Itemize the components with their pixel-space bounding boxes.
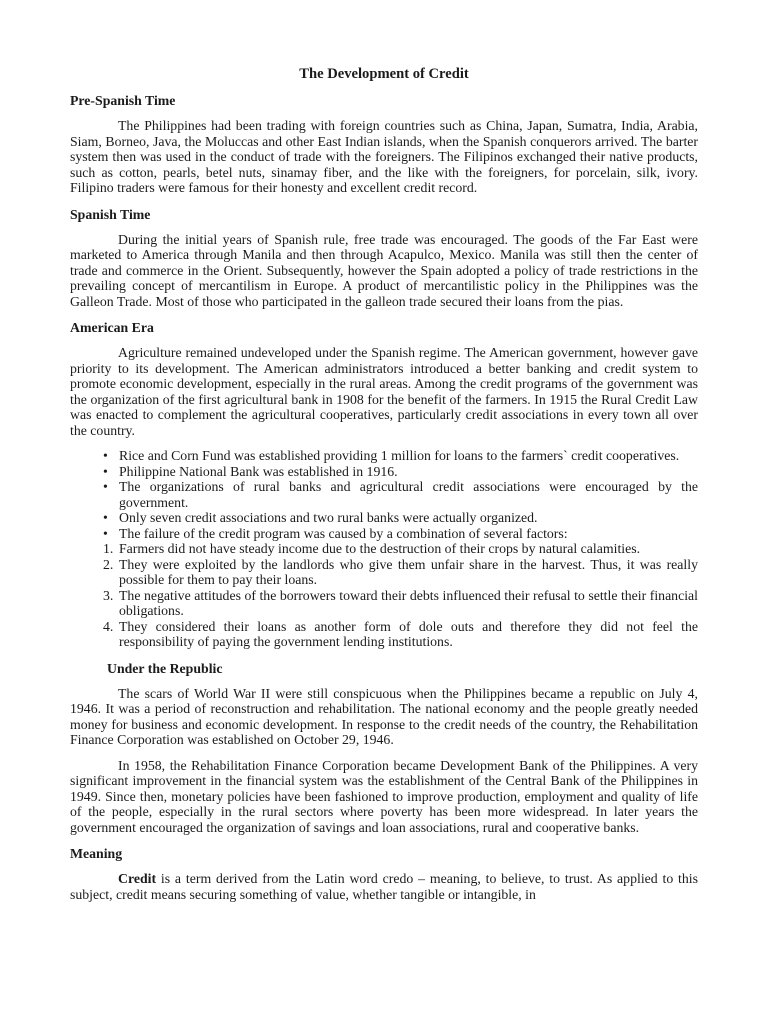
paragraph-pre-spanish: The Philippines had been trading with foreign countries such as China, Japan, Sumatra, India, Arabia, Siam, Borneo, Java, the Moluccas and other East Indian islands, when the Spanish conquerors arrived. The barter system then was used in the conduct of trade with the foreigners. The Filipinos exchanged their native products, such as cotton, pearls, betel nuts, sinamay fiber, and the like with the foreigners, for porcelain, silk, ivory. Filipino traders were famous for their honesty and excellent credit record. — [70, 118, 698, 195]
numbered-item — [103, 588, 698, 619]
heading-under-the-republic: Under the Republic — [107, 660, 223, 676]
bullet-item — [103, 526, 698, 542]
bullet-item — [103, 510, 698, 526]
bullet-marker: • — [103, 448, 108, 463]
bullet-marker: • — [103, 510, 108, 525]
heading-pre-spanish-time: Pre-Spanish Time — [70, 93, 176, 108]
paragraph-republic-2: In 1958, the Rehabilitation Finance Corporation became Development Bank of the Philippines. A very significant improvement in the financial system was the establishment of the Central Bank of the Philippines in 1949. Since then, monetary policies have been fashioned to improve production, employment and quality of life of the people, especially in the rural sectors where poverty has been more widespread. In later years the government encouraged the organization of savings and loan associations, rural and cooperative banks. — [70, 757, 698, 835]
bullet-marker: • — [103, 479, 108, 494]
paragraph-meaning — [70, 871, 698, 902]
bullet-marker: • — [103, 525, 108, 541]
paragraph-spanish: During the initial years of Spanish rule, free trade was encouraged. The goods of the Far East were marketed to America through Manila and then through Acapulco, Mexico. Manila was still then the center of trade and commerce in the Orient. Subsequently, however the Spain adopted a policy of trade restrictions in the prevailing concept of mercantilism in Europe. A product of mercantilistic policy in the Philippines was the Galleon Trade. Most of those who participated in the galleon trade secured their loans from the pias. — [70, 231, 698, 309]
bullet-item — [103, 448, 698, 464]
numbered-item — [103, 557, 698, 588]
heading-meaning: Meaning — [70, 846, 123, 861]
bullet-text: Philippine National Bank was established in 1916. — [119, 463, 398, 479]
numbered-text: Farmers did not have steady income due to the destruction of their crops by natural calamities. — [119, 541, 641, 556]
numbered-text: They were exploited by the landlords who give them unfair share in the harvest. Thus, it was really possible for them to pay their loans. — [119, 556, 698, 587]
numbered-item — [103, 541, 698, 557]
number-marker: 1. — [103, 541, 114, 556]
paragraph-meaning-rest: is a term derived from the Latin word credo – meaning, to believe, to trust. As applied to this subject, credit means securing something of value, whether tangible or intangible, in — [70, 871, 698, 902]
bullet-text: Rice and Corn Fund was established providing 1 million for loans to the farmers` credit cooperatives. — [119, 448, 680, 463]
number-marker: 4. — [103, 618, 114, 634]
numbered-item — [103, 619, 698, 650]
bullet-item — [103, 464, 698, 480]
heading-american-era: American Era — [70, 320, 154, 335]
heading-spanish-time: Spanish Time — [70, 206, 151, 222]
numbered-text: The negative attitudes of the borrowers toward their debts influenced their refusal to settle their financial obligations. — [119, 587, 698, 618]
bullet-marker: • — [103, 463, 108, 479]
number-marker: 2. — [103, 556, 114, 572]
paragraph-republic-1: The scars of World War II were still conspicuous when the Philippines became a republic on July 4, 1946. It was a period of reconstruction and rehabilitation. The national economy and the people greatly needed money for business and economic development. In response to the credit needs of the country, the Rehabilitation Finance Corporation was established on October 29, 1946. — [70, 685, 698, 747]
number-marker: 3. — [103, 587, 114, 603]
document-title: The Development of Credit — [299, 66, 469, 82]
numbered-text: They considered their loans as another form of dole outs and therefore they did not feel the responsibility of paying the government lending institutions. — [119, 618, 698, 649]
numbered-list — [103, 541, 698, 650]
bold-lead-word: Credit — [118, 871, 157, 886]
bullet-text: The organizations of rural banks and agricultural credit associations were encouraged by the government. — [119, 479, 698, 510]
bullet-text: The failure of the credit program was caused by a combination of several factors: — [119, 525, 568, 541]
bullet-item — [103, 479, 698, 510]
bullet-list — [103, 448, 698, 541]
bullet-text: Only seven credit associations and two rural banks were actually organized. — [119, 510, 538, 525]
paragraph-american-era: Agriculture remained undeveloped under the Spanish regime. The American government, however gave priority to its development. The American administrators introduced a better banking and credit system to promote economic development, especially in the rural areas. Among the credit programs of the government was the organization of the first agricultural bank in 1908 for the benefit of the farmers. In 1915 the Rural Credit Law was enacted to complement the agricultural cooperatives, particularly credit associations in every town all over the country. — [70, 345, 698, 438]
